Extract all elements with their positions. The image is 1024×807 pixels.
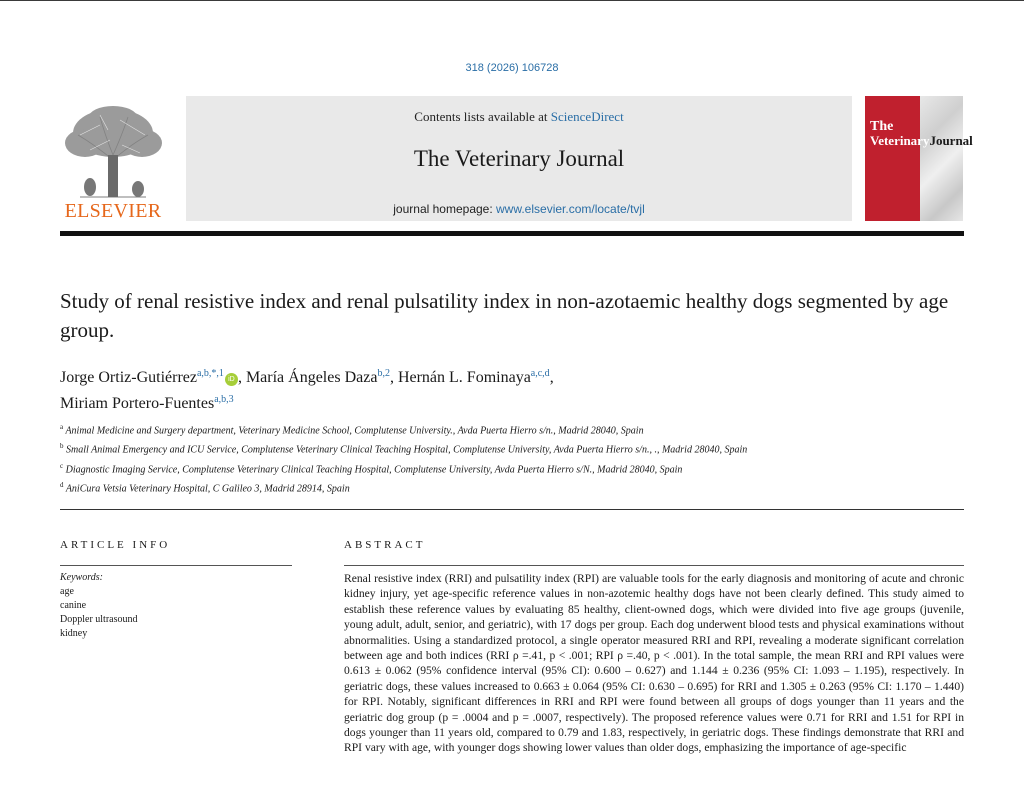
affiliation-item — [60, 440, 850, 456]
keywords-label: Keywords: — [60, 572, 103, 583]
homepage-prefix: journal homepage: — [393, 202, 497, 216]
author-name[interactable]: Hernán L. Fominaya — [397, 369, 531, 386]
cover-title-line1: The — [870, 119, 894, 134]
author-affiliation-marks[interactable]: a,b,3 — [214, 394, 234, 405]
author-name[interactable]: Jorge Ortiz-Gutiérrez — [60, 369, 197, 386]
affiliation-text: Animal Medicine and Surgery department, Veterinary Medicine School, Complutense University., Avda Puerta Hierro s/n., Madrid 28040, Spain — [65, 425, 644, 437]
cover-title-line2 — [870, 134, 973, 148]
journal-homepage-link[interactable]: www.elsevier.com/locate/tvjl — [496, 202, 645, 216]
citation[interactable]: 318 (2026) 106728 — [465, 62, 559, 74]
contents-line — [186, 109, 852, 125]
sciencedirect-link[interactable]: ScienceDirect — [550, 109, 624, 124]
homepage-line — [186, 202, 852, 216]
affiliation-list — [60, 421, 850, 498]
affiliation-text: Small Animal Emergency and ICU Service, Complutense Veterinary Clinical Teaching Hospital, Complutense University, Avda Puerta Hierro s/n., ., Madrid 28040, Spain — [66, 444, 748, 456]
author-separator: , — [549, 369, 554, 386]
article-info-rule — [60, 565, 292, 566]
affiliation-item — [60, 460, 850, 476]
top-rule — [0, 0, 1024, 1]
affiliation-mark: a — [60, 423, 64, 431]
keyword-item: age — [60, 586, 74, 597]
author-name[interactable]: María Ángeles Daza — [245, 369, 378, 386]
author-list — [60, 363, 960, 415]
cover-red-panel — [865, 96, 920, 221]
section-divider — [60, 509, 964, 510]
journal-title: The Veterinary Journal — [413, 146, 625, 171]
cover-grey-panel — [920, 96, 963, 221]
header-divider — [60, 231, 964, 236]
article-title: Study of renal resistive index and renal pulsatility index in non-azotaemic healthy dogs segmented by age group. — [60, 289, 949, 342]
keywords-block — [60, 571, 138, 641]
affiliation-mark: d — [60, 480, 64, 489]
author-name[interactable]: Miriam Portero-Fuentes — [60, 395, 215, 412]
author-affiliation-marks[interactable]: a,c,d — [530, 368, 550, 379]
author-affiliation-marks[interactable]: b,2 — [377, 368, 390, 379]
cover-title-veterinary: Veterinary — [870, 133, 930, 148]
contents-prefix: Contents lists available at — [414, 109, 551, 124]
affiliation-text: AniCura Vetsia Veterinary Hospital, C Galileo 3, Madrid 28914, Spain — [65, 483, 350, 495]
author-affiliation-marks[interactable]: a,b,*,1 — [196, 368, 224, 379]
abstract-heading: ABSTRACT — [344, 539, 426, 551]
publisher-name[interactable]: ELSEVIER — [64, 200, 162, 222]
author-separator: , — [389, 369, 398, 386]
affiliation-item — [60, 421, 850, 437]
abstract-body: Renal resistive index (RRI) and pulsatility index (RPI) are valuable tools for the early diagnosis and monitoring of acute and chronic kidney injury, yet age-specific reference values in non-azotemic healthy dogs have not been clearly defined. This study aimed to establish these reference values by evaluating 85 healthy, client-owned dogs, which were divided into five age groups (juvenile, young adult, adult, senior, and geriatric), with 17 dogs per group. Each dog underwent blood tests and physical examinations without abnormalities. Using a standardized protocol, a single operator measured RRI and RPI, revealing a moderate significant correlation between age and both indices (RRI ρ =.41, p < .001; RPI ρ =.40, p < .001). In the total sample, the mean RRI and RPI values were 0.613 ± 0.062 (95% confidence interval (95% CI): 0.600 – 0.627) and 1.144 ± 0.236 (95% CI: 1.093 – 1.195), respectively. In geriatric dogs, these values increased to 0.663 ± 0.064 (95% CI: 0.630 – 0.695) for RRI and 1.305 ± 0.263 (95% CI: 1.170 – 1.440) for RPI. Notably, significant differences in RRI and RPI were found between all groups of dogs younger than 11 years and the geriatric dog group (p = .0004 and p = .0007, respectively). The proposed reference values were 0.71 for RRI and 1.51 for RPI in dogs younger than 11 years old, compared to 0.79 and 1.83, respectively, in geriatric dogs. These findings demonstrate that RRI and RPI vary with age, with younger dogs showing lower values than older dogs, emphasizing the importance of age-specific — [344, 572, 964, 755]
keyword-item: Doppler ultrasound — [60, 614, 138, 625]
affiliation-item — [60, 479, 850, 495]
article-info-heading: ARTICLE INFO — [60, 539, 171, 551]
orcid-icon[interactable]: iD — [225, 373, 238, 386]
journal-cover-image[interactable] — [865, 96, 973, 221]
cover-title-journal: Journal — [929, 133, 973, 148]
abstract-rule — [344, 565, 964, 566]
journal-banner — [186, 96, 852, 221]
affiliation-mark: c — [60, 461, 64, 470]
affiliation-text: Diagnostic Imaging Service, Complutense Veterinary Clinical Teaching Hospital, Complutense University, Avda Puerta Hierro s/N., Madrid 28040, Spain — [65, 463, 683, 475]
keyword-item: canine — [60, 600, 87, 611]
author-separator: , — [237, 369, 246, 386]
keyword-item: kidney — [60, 628, 88, 639]
affiliation-mark: b — [60, 442, 64, 451]
